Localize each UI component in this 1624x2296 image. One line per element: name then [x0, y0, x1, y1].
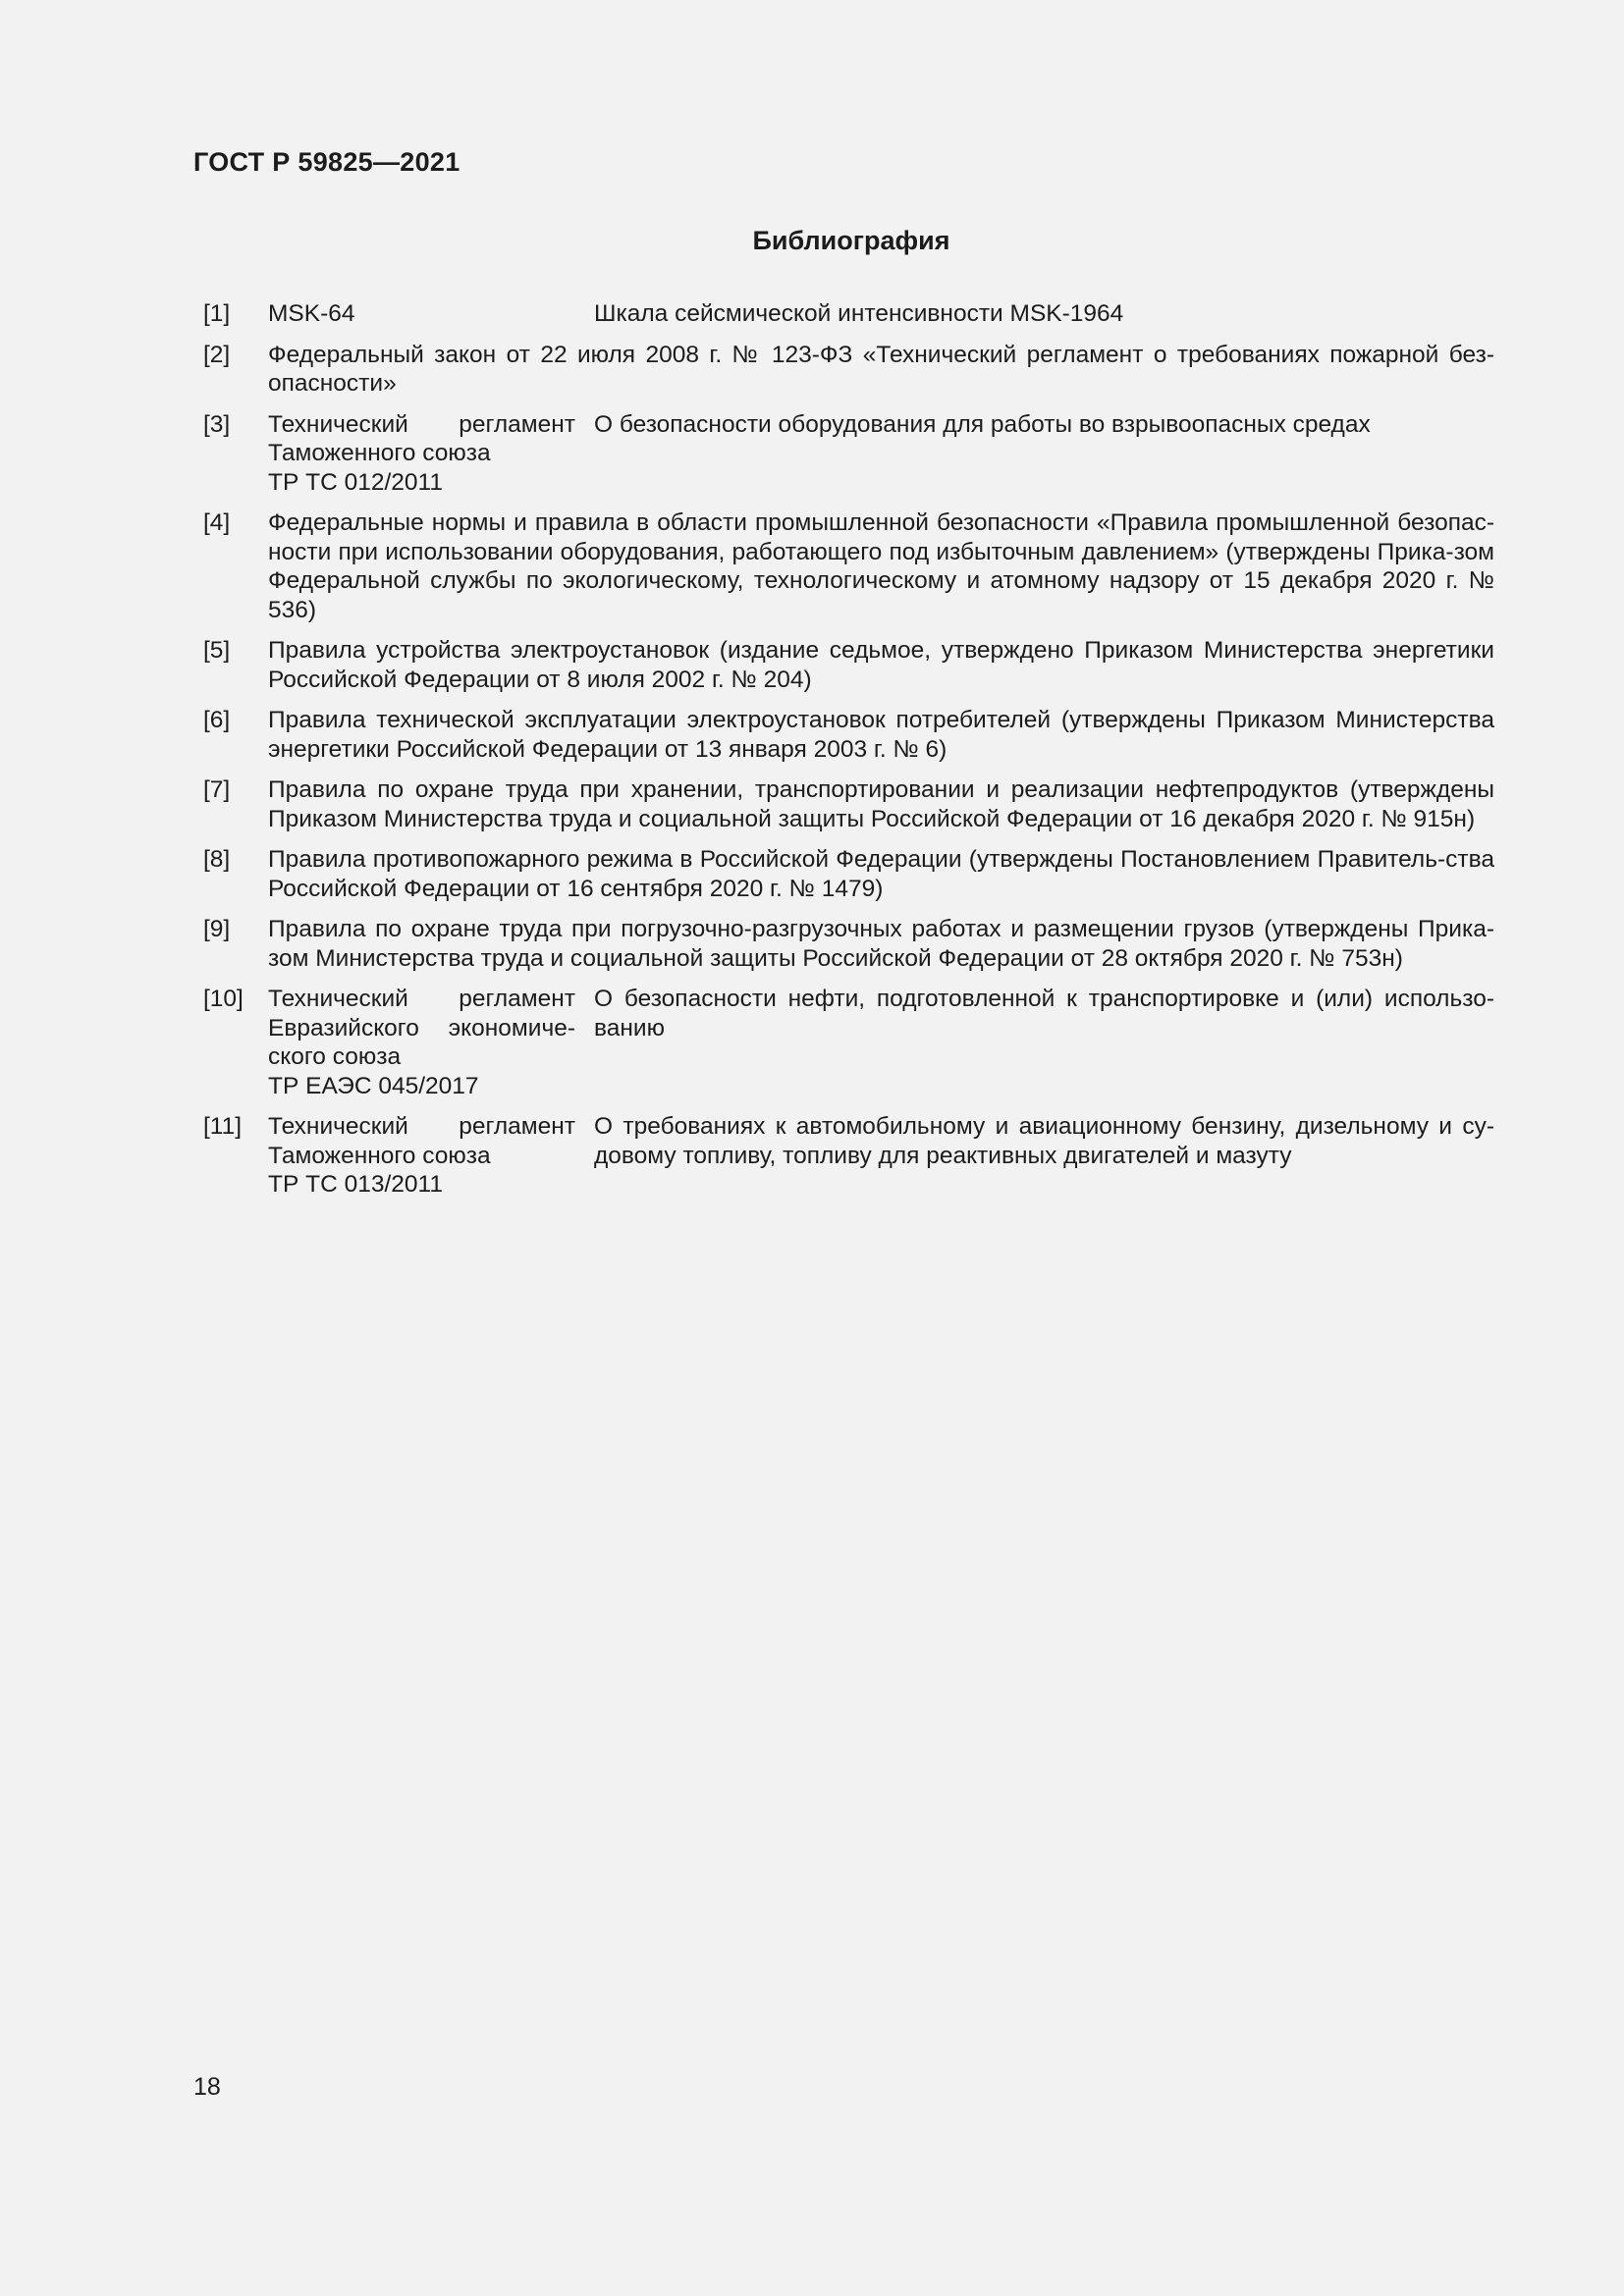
entry-number: [6] [203, 707, 231, 733]
entry-text: Правила устройства электроустановок (издание седьмое, утверждено Приказом Министерства энергетики Российской Федерации от 8 июля 2002 г. № 204) [268, 637, 1494, 693]
code-line: MSK-64 [268, 300, 355, 327]
code-line: ского союза [268, 1043, 402, 1070]
entry-number: [4] [203, 509, 231, 536]
entry-number: [9] [203, 916, 231, 942]
code-line: Технический регламент [268, 410, 575, 438]
entry-description: О безопасности оборудования для работы во взрывоопасных средах [594, 410, 1371, 438]
entry-text: Правила по охране труда при погрузочно-разгрузочных работах и размещении грузов (утверждены Прика-зом Министерства труда и социальной защиты Российской Федерации от 28 октября 2020 г. № 753н) [268, 916, 1494, 972]
entry-code [268, 985, 575, 1100]
bibliography-entry [203, 985, 1494, 1100]
bibliography-entry [203, 915, 1494, 973]
entry-description: О безопасности нефти, подготовленной к транспортировке и (или) использо-ванию [594, 986, 1494, 1041]
bibliography-entry [203, 299, 1494, 329]
entry-number: [1] [203, 300, 231, 327]
entry-text: Правила по охране труда при хранении, транспортировании и реализации нефтепродуктов (утверждены Приказом Министерства труда и социальной защиты Российской Федерации от 16 декабря 2020 г. № 915н) [268, 776, 1494, 832]
bibliography-entry [203, 845, 1494, 903]
bibliography-entry [203, 508, 1494, 624]
entry-number: [8] [203, 846, 231, 873]
entry-number: [7] [203, 776, 231, 803]
code-line: Евразийского экономиче- [268, 1014, 575, 1041]
code-line: ТР ТС 013/2011 [268, 1171, 443, 1198]
bibliography-list [203, 299, 1494, 1211]
entry-number: [3] [203, 410, 231, 438]
section-title: Библиография [752, 226, 950, 255]
code-line: Технический регламент [268, 986, 575, 1012]
page-number: 18 [193, 2073, 221, 2101]
bibliography-entry [203, 1112, 1494, 1200]
entry-text: Федеральные нормы и правила в области промышленной безопасности «Правила промышленной безопас-ности при использовании оборудования, работающего под избыточным давлением» (утверждены Прика-зом Федеральной службы по экологическому, технологическому и атомному надзору от 15 декабря 2020 г. № 536) [268, 509, 1494, 623]
entry-number: [11] [203, 1113, 243, 1140]
entry-text: Правила противопожарного режима в Российской Федерации (утверждены Постановлением Правитель-ства Российской Федерации от 16 сентября 2020 г. № 1479) [268, 846, 1494, 902]
entry-description: О требованиях к автомобильному и авиационному бензину, дизельному и су-довому топливу, топливу для реактивных двигателей и мазуту [594, 1113, 1494, 1169]
code-line: ТР ЕАЭС 045/2017 [268, 1072, 479, 1099]
document-header: ГОСТ Р 59825—2021 [193, 147, 460, 177]
entry-code [268, 299, 575, 329]
entry-number: [5] [203, 637, 231, 664]
entry-code [268, 1112, 575, 1200]
code-line: ТР ТС 012/2011 [268, 468, 443, 496]
entry-number: [2] [203, 341, 231, 368]
entry-number: [10] [203, 986, 244, 1012]
entry-text: Федеральный закон от 22 июля 2008 г. № 123-ФЗ «Технический регламент о требованиях пожарной без-опасности» [268, 341, 1494, 397]
code-line: Таможенного союза [268, 1142, 491, 1169]
entry-description: Шкала сейсмической интенсивности MSK-1964 [594, 300, 1124, 327]
bibliography-entry [203, 410, 1494, 498]
code-line: Технический регламент [268, 1113, 575, 1140]
bibliography-entry [203, 775, 1494, 833]
bibliography-entry [203, 706, 1494, 764]
bibliography-entry [203, 636, 1494, 694]
entry-text: Правила технической эксплуатации электроустановок потребителей (утверждены Приказом Министерства энергетики Российской Федерации от 13 января 2003 г. № 6) [268, 707, 1494, 763]
bibliography-entry [203, 341, 1494, 399]
entry-code [268, 410, 575, 498]
code-line: Таможенного союза [268, 440, 491, 466]
